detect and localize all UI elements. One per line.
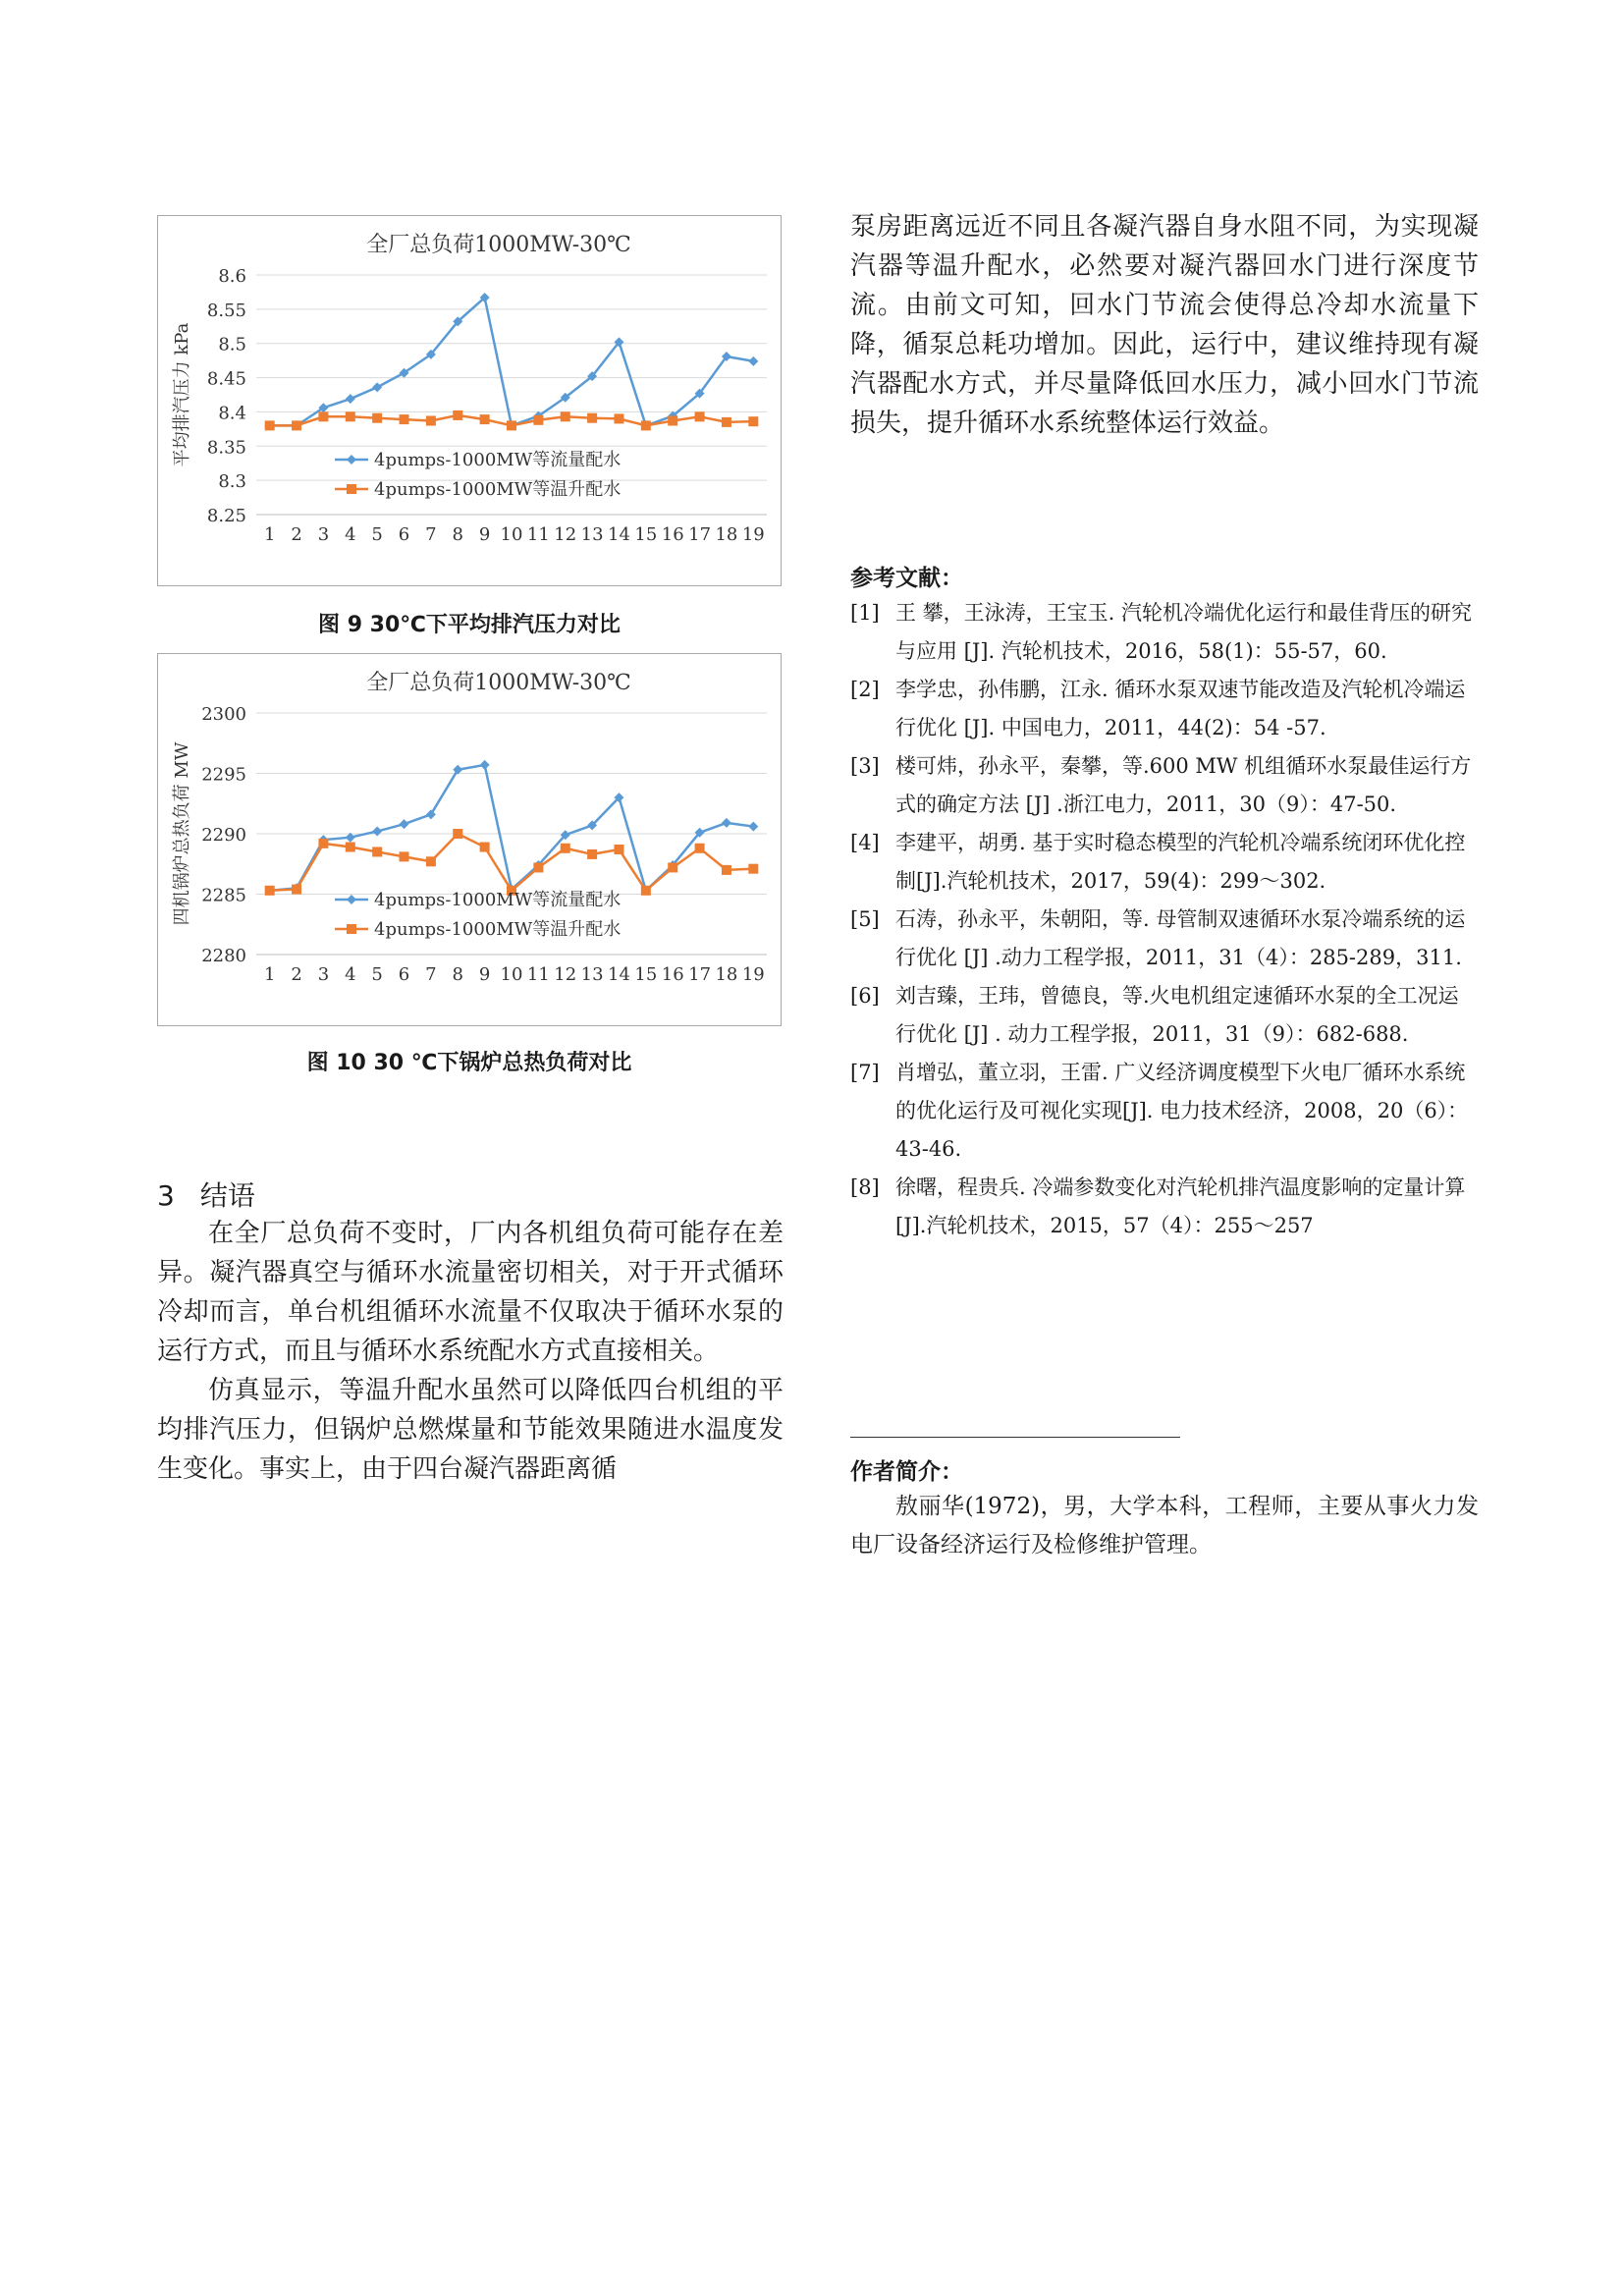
x-tick-label: 17: [688, 964, 712, 985]
data-point: [453, 410, 462, 420]
author-bio-text: 敖丽华(1972)，男，大学本科，工程师，主要从事火力发电厂设备经济运行及检修维护管理。: [850, 1494, 1479, 1558]
data-point: [695, 411, 705, 421]
x-tick-label: 15: [634, 524, 658, 545]
x-tick-label: 6: [398, 524, 410, 545]
data-point: [400, 851, 409, 861]
x-tick-label: 3: [317, 524, 330, 545]
data-point: [265, 886, 275, 896]
x-tick-label: 10: [500, 964, 523, 985]
x-tick-label: 1: [263, 964, 276, 985]
x-tick-label: 5: [371, 524, 383, 545]
x-tick-label: 11: [526, 964, 550, 985]
data-point: [507, 420, 516, 430]
reference-number: [8]: [850, 1175, 880, 1199]
reference-item: [850, 901, 1479, 977]
y-tick-label: 8.6: [218, 266, 246, 287]
y-tick-label: 8.25: [206, 506, 246, 526]
reference-text: 王 攀，王泳涛，王宝玉. 汽轮机冷端优化运行和最佳背压的研究与应用 [J]. 汽轮机技术，2016，58(1)：55-57，60.: [895, 601, 1473, 663]
x-tick-label: 13: [580, 524, 604, 545]
x-tick-label: 19: [741, 524, 765, 545]
data-point: [318, 411, 328, 421]
chart-svg-boiler-heat-load: [158, 654, 781, 1025]
section-number: 3: [157, 1179, 175, 1212]
x-tick-label: 1: [263, 524, 276, 545]
x-tick-label: 19: [741, 964, 765, 985]
data-point: [426, 415, 436, 425]
right-column-paragraph: [850, 207, 1479, 443]
reference-number: [4]: [850, 831, 880, 854]
reference-text: 徐曙，程贵兵. 冷端参数变化对汽轮机排汽温度影响的定量计算[J].汽轮机技术，2015，57（4）：255～257: [895, 1175, 1466, 1237]
y-tick-label: 8.35: [206, 437, 246, 459]
data-point: [372, 382, 382, 392]
x-tick-label: 6: [398, 964, 410, 985]
reference-number: [3]: [850, 754, 880, 778]
y-tick-label: 2280: [201, 946, 246, 966]
data-point: [346, 843, 355, 852]
x-tick-label: 5: [371, 964, 383, 985]
data-point: [480, 414, 490, 424]
data-point: [480, 760, 490, 770]
series-line: [270, 298, 754, 425]
section-paragraph-2: 仿真显示，等温升配水虽然可以降低四台机组的平均排汽压力，但锅炉总燃煤量和节能效果随进水温度发生变化。事实上，由于四台凝汽器距离循: [157, 1376, 784, 1484]
data-point: [561, 844, 570, 853]
data-point: [318, 839, 328, 848]
data-point: [533, 415, 543, 425]
y-tick-label: 8.4: [218, 403, 246, 424]
y-axis-label: 四机锅炉总热负荷 MW: [172, 741, 192, 926]
legend-marker: [347, 895, 356, 904]
y-tick-label: 2290: [201, 825, 246, 846]
data-point: [587, 413, 597, 423]
author-title: 作者简介：: [850, 1459, 963, 1485]
data-point: [695, 844, 705, 853]
section-paragraph-1: 在全厂总负荷不变时，厂内各机组负荷可能存在差异。凝汽器真空与循环水流量密切相关，对于开式循环冷却而言，单台机组循环水流量不仅取决于循环水泵的运行方式，而且与循环水系统配水方式直接相关。: [157, 1219, 784, 1366]
x-tick-label: 9: [478, 524, 491, 545]
data-point: [265, 420, 275, 430]
data-point: [722, 865, 731, 875]
x-tick-label: 14: [608, 524, 630, 545]
x-tick-label: 3: [317, 964, 330, 985]
data-point: [372, 847, 382, 856]
x-tick-label: 11: [526, 524, 550, 545]
x-tick-label: 4: [345, 964, 356, 985]
reference-item: [850, 747, 1479, 824]
chart-svg-exhaust-pressure: [158, 216, 781, 585]
reference-number: [7]: [850, 1061, 880, 1084]
data-point: [668, 862, 677, 872]
section-heading: [157, 1175, 255, 1214]
y-tick-label: 8.5: [218, 334, 246, 355]
chart-title: 全厂总负荷1000MW-30℃: [366, 233, 631, 257]
data-point: [533, 862, 543, 872]
reference-item: [850, 824, 1479, 901]
footnote-divider: [850, 1437, 1180, 1438]
data-point: [346, 411, 355, 421]
data-point: [372, 827, 382, 837]
data-point: [641, 886, 651, 896]
x-tick-label: 12: [554, 524, 577, 545]
reference-item: [850, 1169, 1479, 1245]
figure-9-caption: 图 9 30℃下平均排汽压力对比: [318, 613, 621, 637]
legend-label: 4pumps-1000MW等温升配水: [374, 479, 622, 500]
reference-number: [6]: [850, 984, 880, 1008]
legend-marker: [347, 484, 356, 494]
reference-item: [850, 977, 1479, 1054]
chart-figure-10: [157, 653, 782, 1026]
reference-text: 李建平，胡勇. 基于实时稳态模型的汽轮机冷端系统闭环优化控制[J].汽轮机技术，2017，59(4)：299～302.: [895, 831, 1466, 893]
y-tick-label: 2300: [201, 704, 246, 725]
data-point: [453, 829, 462, 839]
references-title: 参考文献：: [850, 566, 963, 591]
data-point: [292, 420, 301, 430]
legend-marker: [347, 924, 356, 934]
x-tick-label: 13: [580, 964, 604, 985]
data-point: [722, 417, 731, 427]
data-point: [400, 819, 409, 829]
x-tick-label: 7: [425, 524, 437, 545]
reference-number: [1]: [850, 601, 880, 625]
section-title: 结语: [199, 1179, 255, 1212]
x-tick-label: 2: [291, 964, 302, 985]
x-tick-label: 17: [688, 524, 712, 545]
x-tick-label: 4: [345, 524, 356, 545]
data-point: [748, 864, 758, 874]
data-point: [748, 356, 758, 366]
data-point: [372, 413, 382, 423]
y-tick-label: 2295: [201, 764, 246, 786]
series-line: [270, 834, 754, 891]
data-point: [668, 415, 677, 425]
x-tick-label: 16: [661, 524, 684, 545]
section-body: [157, 1214, 784, 1489]
x-tick-label: 8: [452, 964, 463, 985]
x-tick-label: 8: [452, 524, 463, 545]
y-tick-label: 8.55: [206, 300, 246, 321]
x-tick-label: 2: [291, 524, 302, 545]
x-tick-label: 12: [554, 964, 577, 985]
data-point: [587, 849, 597, 859]
data-point: [480, 843, 490, 852]
legend-label: 4pumps-1000MW等温升配水: [374, 919, 622, 940]
data-point: [748, 416, 758, 426]
chart-title: 全厂总负荷1000MW-30℃: [366, 671, 631, 695]
reference-item: [850, 1054, 1479, 1169]
reference-text: 石涛，孙永平，朱朝阳，等. 母管制双速循环水泵冷端系统的运行优化 [J] .动力工程学报，2011，31（4）：285-289，311.: [895, 907, 1466, 969]
y-axis-label: 平均排汽压力 kPa: [172, 322, 192, 467]
legend-marker: [347, 455, 356, 465]
x-tick-label: 15: [634, 964, 658, 985]
data-point: [614, 845, 623, 854]
continuation-text: 泵房距离远近不同且各凝汽器自身水阻不同，为实现凝汽器等温升配水，必然要对凝汽器回水门进行深度节流。由前文可知，回水门节流会使得总冷却水流量下降，循泵总耗功增加。因此，运行中，建议维持现有凝汽器配水方式，并尽量降低回水压力，减小回水门节流损失，提升循环水系统整体运行效益。: [850, 212, 1479, 438]
y-tick-label: 8.45: [206, 368, 246, 390]
data-point: [561, 411, 570, 421]
references-list: [850, 594, 1479, 1245]
data-point: [400, 414, 409, 424]
data-point: [346, 394, 355, 404]
x-tick-label: 18: [715, 964, 738, 985]
reference-text: 李学忠，孙伟鹏，江永. 循环水泵双速节能改造及汽轮机冷端运行优化 [J]. 中国电力，2011，44(2)：54 -57.: [895, 678, 1466, 739]
data-point: [614, 413, 623, 423]
reference-item: [850, 671, 1479, 747]
reference-number: [5]: [850, 907, 880, 931]
data-point: [292, 885, 301, 895]
reference-item: [850, 594, 1479, 671]
series-line: [270, 765, 754, 891]
data-point: [722, 818, 731, 828]
chart-figure-9: [157, 215, 782, 586]
x-tick-label: 14: [608, 964, 630, 985]
x-tick-label: 9: [478, 964, 491, 985]
reference-text: 刘吉臻，王玮，曾德良，等.火电机组定速循环水泵的全工况运行优化 [J] . 动力工程学报，2011，31（9）：682-688.: [895, 984, 1459, 1046]
y-tick-label: 8.3: [218, 471, 246, 493]
legend-label: 4pumps-1000MW等流量配水: [374, 450, 622, 470]
x-tick-label: 7: [425, 964, 437, 985]
figure-10-caption: 图 10 30 ℃下锅炉总热负荷对比: [306, 1051, 632, 1075]
y-tick-label: 2285: [201, 885, 246, 906]
author-bio: [850, 1488, 1479, 1564]
x-tick-label: 10: [500, 524, 523, 545]
data-point: [748, 822, 758, 832]
data-point: [641, 420, 651, 430]
reference-text: 楼可炜，孙永平，秦攀，等.600 MW 机组循环水泵最佳运行方式的确定方法 [J] .浙江电力，2011，30（9）：47-50.: [895, 754, 1472, 816]
x-tick-label: 18: [715, 524, 738, 545]
reference-number: [2]: [850, 678, 880, 701]
data-point: [426, 856, 436, 866]
legend-label: 4pumps-1000MW等流量配水: [374, 890, 622, 910]
reference-text: 肖增弘，董立羽，王雷. 广义经济调度模型下火电厂循环水系统的优化运行及可视化实现[J]. 电力技术经济，2008，20（6）：43-46.: [895, 1061, 1469, 1161]
x-tick-label: 16: [661, 964, 684, 985]
